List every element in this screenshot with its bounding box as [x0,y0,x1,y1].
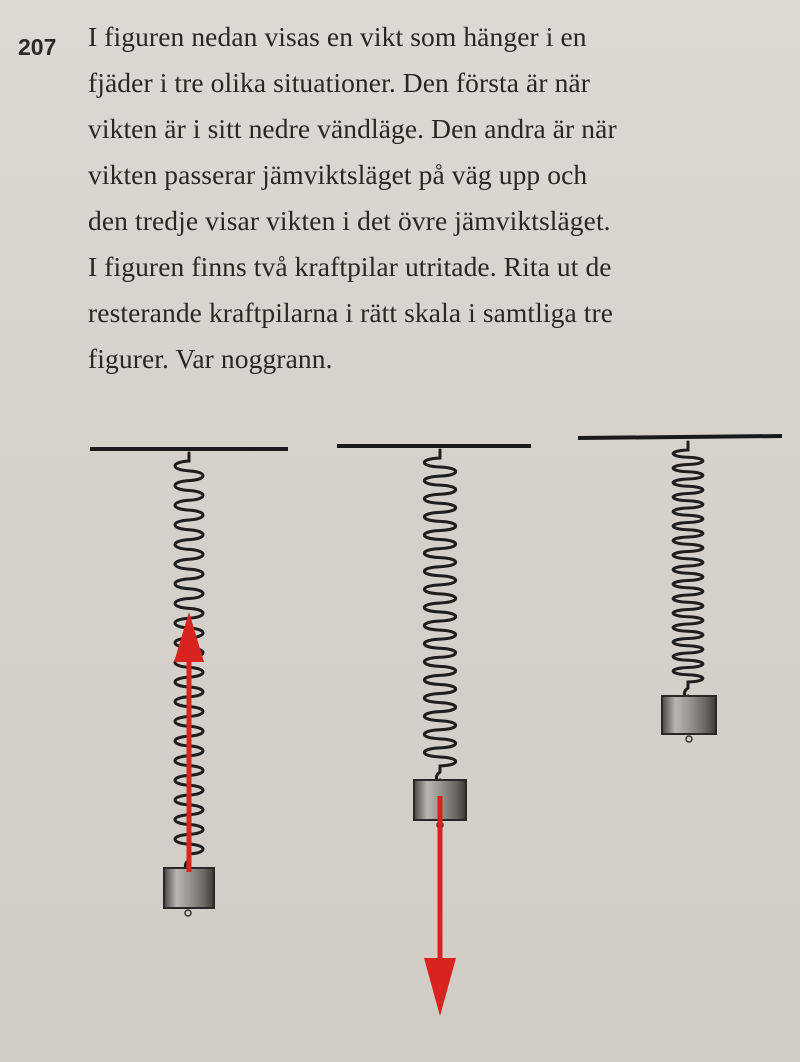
panel-upper-equilibrium [578,436,782,742]
weight-hook [185,910,191,916]
problem-text-line: den tredje visar vikten i det övre jämviktsläget. [88,205,611,236]
panel-lower-turning-point [90,449,288,916]
problem-text-line: vikten är i sitt nedre vändläge. Den andra är när [88,113,617,144]
panel-passing-equilibrium [337,446,531,1016]
problem-text-line: resterande kraftpilarna i rätt skala i samtliga tre [88,297,614,328]
problem-text-line: figurer. Var noggrann. [88,343,333,374]
weight [662,696,716,734]
force-arrow-down-head [424,958,456,1016]
problem-text-line: I figuren finns två kraftpilar utritade. Rita ut de [88,251,612,282]
ceiling-line [578,436,782,438]
spring [424,450,455,784]
problem-number: 207 [18,34,57,60]
problem-text-line: fjäder i tre olika situationer. Den första är när [88,67,590,98]
weight [164,868,214,908]
problem-text-line: I figuren nedan visas en vikt som hänger i en [88,21,587,52]
spring [673,442,703,700]
problem-text-line: vikten passerar jämviktsläget på väg upp och [88,159,588,190]
weight-hook [686,736,692,742]
